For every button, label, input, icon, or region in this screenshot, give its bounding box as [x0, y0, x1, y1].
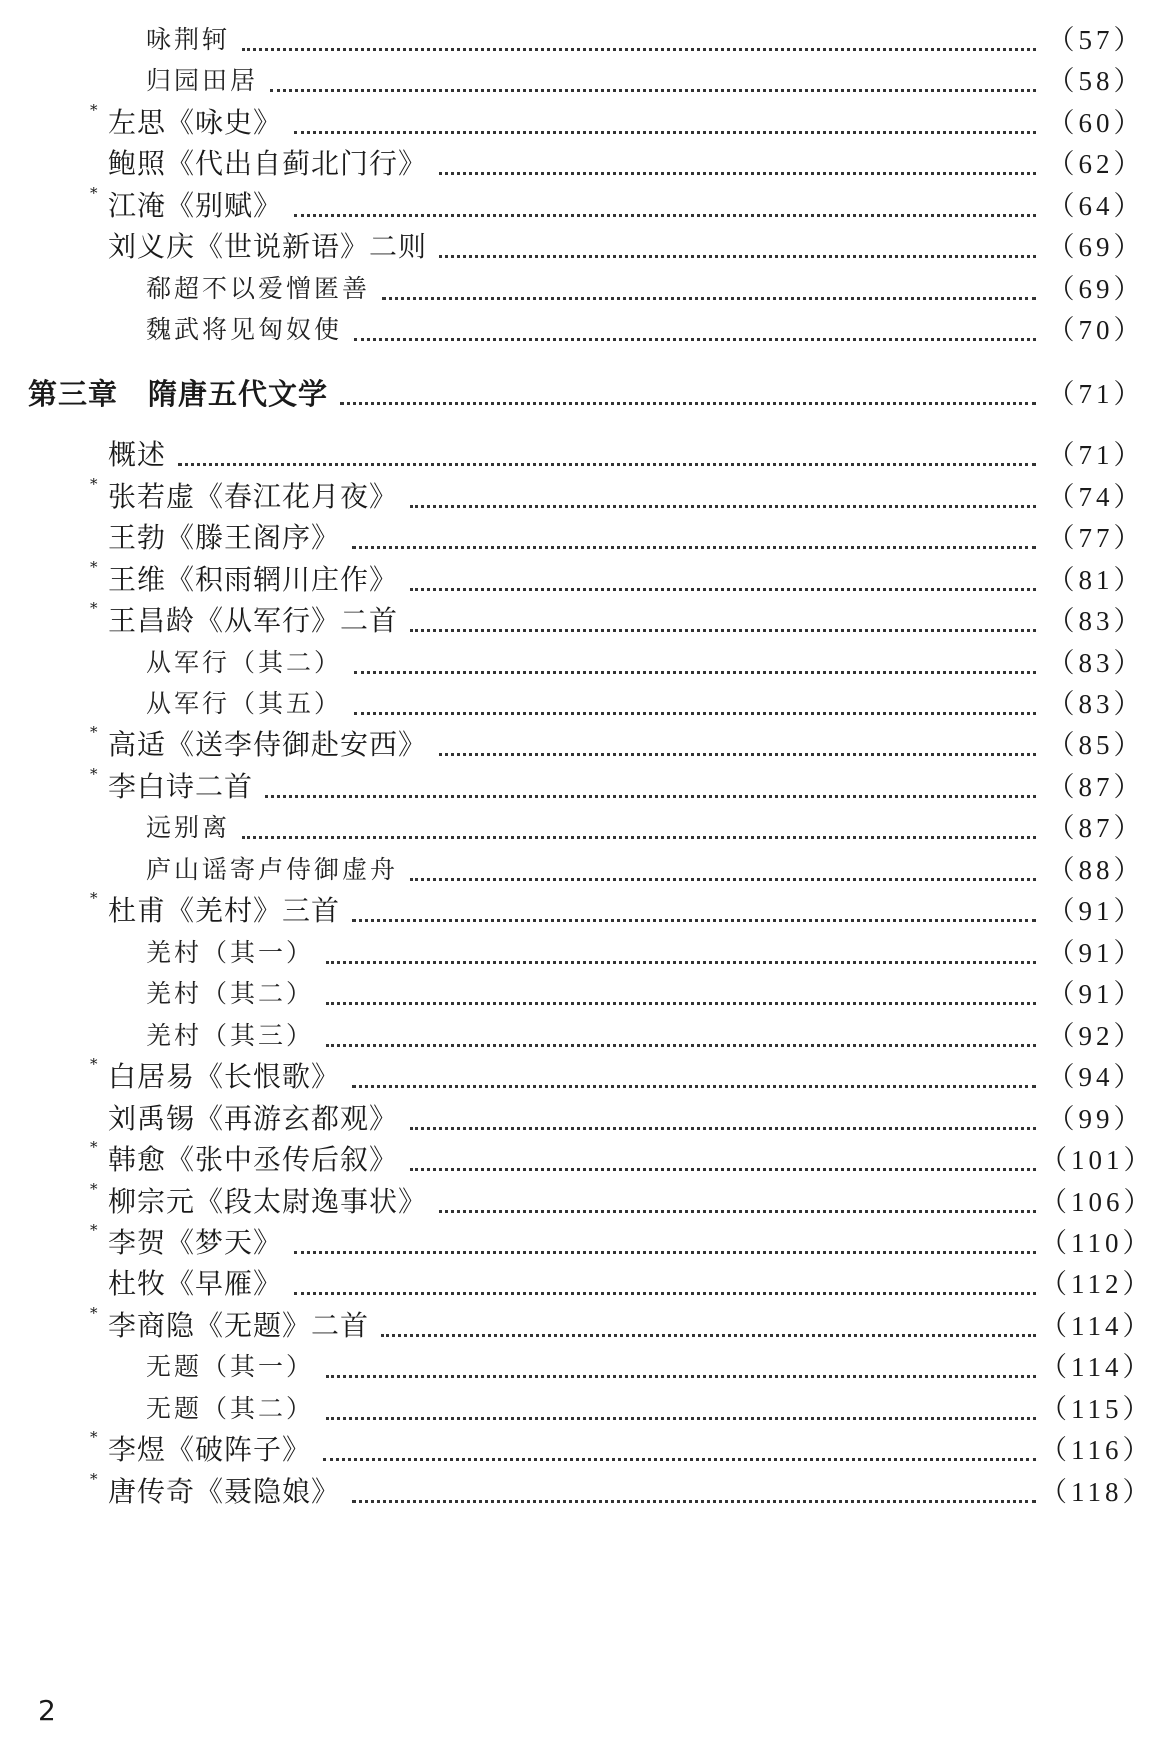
toc-entry[interactable] [0, 1427, 1161, 1473]
toc-subentry[interactable] [0, 681, 1161, 727]
entry-title: 高适《送李侍御赴安西》 [108, 728, 428, 761]
entry-title: 鲍照《代出自蓟北门行》 [108, 147, 428, 180]
dot-leader [354, 671, 1036, 674]
entry-page-number: （99） [1047, 1104, 1145, 1134]
entry-title: 刘义庆《世说新语》二则 [108, 230, 428, 263]
dot-leader [352, 1085, 1036, 1088]
entry-page-number: （112） [1040, 1269, 1154, 1299]
dot-leader [326, 961, 1036, 964]
entry-page-number: （69） [1047, 274, 1145, 304]
entry-title: 李煜《破阵子》 [108, 1433, 312, 1466]
entry-page-number: （88） [1047, 855, 1145, 885]
entry-title: 张若虚《春江花月夜》 [108, 480, 399, 513]
toc-subentry[interactable] [0, 307, 1161, 353]
entry-page-number: （114） [1040, 1311, 1154, 1341]
toc-entry[interactable] [0, 1137, 1161, 1183]
toc-subentry[interactable] [0, 640, 1161, 686]
entry-title: 杜牧《早雁》 [108, 1267, 283, 1300]
dot-leader [326, 1044, 1036, 1047]
entry-title: 杜甫《羌村》三首 [108, 894, 341, 927]
entry-page-number: （91） [1047, 896, 1145, 926]
entry-page-number: （101） [1040, 1145, 1155, 1175]
entry-page-number: （62） [1047, 149, 1145, 179]
entry-page-number: （91） [1047, 938, 1145, 968]
entry-page-number: （64） [1047, 191, 1145, 221]
entry-page-number: （85） [1047, 730, 1145, 760]
toc-subentry[interactable] [0, 1013, 1161, 1059]
entry-title: 远别离 [146, 813, 231, 842]
entry-title: 从军行（其五） [146, 689, 343, 718]
dot-leader [242, 836, 1036, 839]
entry-title: 王昌龄《从军行》二首 [108, 604, 399, 637]
entry-title: 李白诗二首 [108, 770, 254, 803]
dot-leader [340, 402, 1036, 405]
entry-page-number: （57） [1047, 25, 1145, 55]
entry-page-number: （81） [1047, 565, 1145, 595]
entry-page-number: （69） [1047, 232, 1145, 262]
toc-entry[interactable] [0, 183, 1161, 229]
entry-title: 唐传奇《聂隐娘》 [108, 1475, 341, 1508]
dot-leader [294, 214, 1036, 217]
dot-leader [410, 878, 1036, 881]
required-marker: * [90, 723, 98, 741]
entry-page-number: （58） [1047, 66, 1145, 96]
entry-title: 概述 [108, 438, 167, 471]
toc-entry[interactable] [0, 1054, 1161, 1100]
dot-leader [439, 1210, 1036, 1213]
toc-entry[interactable] [0, 474, 1161, 520]
entry-page-number: （77） [1047, 523, 1145, 553]
toc-entry[interactable] [0, 515, 1161, 561]
toc-subentry[interactable] [0, 266, 1161, 312]
entry-title: 左思《咏史》 [108, 106, 283, 139]
dot-leader [242, 48, 1036, 51]
toc-entry[interactable] [0, 1096, 1161, 1142]
required-marker: * [90, 1138, 98, 1156]
dot-leader [439, 172, 1036, 175]
toc-subentry[interactable] [0, 1386, 1161, 1432]
dot-leader [270, 89, 1036, 92]
entry-page-number: （74） [1047, 482, 1145, 512]
entry-page-number: （83） [1047, 648, 1145, 678]
dot-leader [294, 1251, 1036, 1254]
required-marker: * [90, 1470, 98, 1488]
dot-leader [326, 1417, 1036, 1420]
entry-page-number: （87） [1047, 813, 1145, 843]
dot-leader [439, 753, 1036, 756]
entry-page-number: （118） [1040, 1477, 1154, 1507]
entry-page-number: （83） [1047, 689, 1145, 719]
toc-entry[interactable] [0, 224, 1161, 270]
dot-leader [265, 795, 1036, 798]
dot-leader [294, 1292, 1036, 1295]
entry-title: 归园田居 [146, 66, 259, 95]
required-marker: * [90, 1221, 98, 1239]
toc-entry[interactable] [0, 888, 1161, 934]
entry-title: 无题（其二） [146, 1394, 315, 1423]
dot-leader [352, 546, 1036, 549]
entry-page-number: （60） [1047, 108, 1145, 138]
toc-entry[interactable] [0, 557, 1161, 603]
entry-page-number: （116） [1040, 1435, 1154, 1465]
dot-leader [352, 919, 1036, 922]
required-marker: * [90, 558, 98, 576]
entry-title: 咏荆轲 [146, 25, 231, 54]
toc-entry[interactable] [0, 1469, 1161, 1515]
dot-leader [410, 1127, 1036, 1130]
entry-title: 李商隐《无题》二首 [108, 1309, 370, 1342]
toc-entry[interactable] [0, 1261, 1161, 1307]
entry-title: 白居易《长恨歌》 [108, 1060, 341, 1093]
entry-title: 刘禹锡《再游玄都观》 [108, 1102, 399, 1135]
entry-page-number: （70） [1047, 315, 1145, 345]
required-marker: * [90, 1055, 98, 1073]
toc-subentry[interactable] [0, 805, 1161, 851]
toc-subentry[interactable] [0, 971, 1161, 1017]
required-marker: * [90, 599, 98, 617]
toc-subentry[interactable] [0, 930, 1161, 976]
dot-leader [410, 588, 1036, 591]
required-marker: * [90, 184, 98, 202]
dot-leader [326, 1375, 1036, 1378]
toc-entry[interactable] [0, 764, 1161, 810]
required-marker: * [90, 1428, 98, 1446]
toc-entry[interactable] [0, 1220, 1161, 1266]
dot-leader [410, 505, 1036, 508]
toc-entry[interactable] [0, 100, 1161, 146]
entry-page-number: （71） [1047, 379, 1145, 409]
dot-leader [294, 131, 1036, 134]
entry-title: 王勃《滕王阁序》 [108, 521, 341, 554]
required-marker: * [90, 1304, 98, 1322]
toc-subentry[interactable] [0, 1344, 1161, 1390]
entry-page-number: （87） [1047, 772, 1145, 802]
chapter-title: 第三章 隋唐五代文学 [28, 377, 329, 411]
toc-entry[interactable] [0, 141, 1161, 187]
required-marker: * [90, 765, 98, 783]
entry-page-number: （71） [1047, 440, 1145, 470]
dot-leader [323, 1458, 1036, 1461]
toc-entry[interactable] [0, 722, 1161, 768]
required-marker: * [90, 1180, 98, 1198]
entry-title: 韩愈《张中丞传后叙》 [108, 1143, 399, 1176]
entry-title: 庐山谣寄卢侍御虚舟 [146, 855, 399, 884]
entry-page-number: （83） [1047, 606, 1145, 636]
dot-leader [354, 338, 1036, 341]
entry-title: 王维《积雨辋川庄作》 [108, 563, 399, 596]
chapter-heading[interactable] [0, 371, 1161, 417]
entry-page-number: （92） [1047, 1021, 1145, 1051]
entry-title: 江淹《别赋》 [108, 189, 283, 222]
entry-title: 郗超不以爱憎匿善 [146, 274, 371, 303]
entry-title: 柳宗元《段太尉逸事状》 [108, 1185, 428, 1218]
dot-leader [439, 255, 1036, 258]
entry-page-number: （114） [1040, 1352, 1154, 1382]
entry-title: 李贺《梦天》 [108, 1226, 283, 1259]
toc-subentry[interactable] [0, 58, 1161, 104]
dot-leader [410, 629, 1036, 632]
required-marker: * [90, 475, 98, 493]
entry-page-number: （91） [1047, 979, 1145, 1009]
entry-title: 魏武将见匈奴使 [146, 315, 343, 344]
required-marker: * [90, 101, 98, 119]
entry-title: 无题（其一） [146, 1352, 315, 1381]
toc-entry[interactable] [0, 598, 1161, 644]
dot-leader [354, 712, 1036, 715]
page-number: 2 [38, 1694, 56, 1727]
entry-title: 羌村（其一） [146, 938, 315, 967]
entry-title: 从军行（其二） [146, 648, 343, 677]
dot-leader [382, 297, 1036, 300]
entry-page-number: （94） [1047, 1062, 1145, 1092]
dot-leader [381, 1334, 1036, 1337]
entry-title: 羌村（其三） [146, 1021, 315, 1050]
toc-entry[interactable] [0, 1303, 1161, 1349]
dot-leader [178, 463, 1036, 466]
toc-entry[interactable] [0, 1179, 1161, 1225]
entry-page-number: （115） [1040, 1394, 1154, 1424]
entry-title: 羌村（其二） [146, 979, 315, 1008]
dot-leader [352, 1500, 1036, 1503]
toc-subentry[interactable] [0, 17, 1161, 63]
dot-leader [410, 1168, 1036, 1171]
toc-entry[interactable] [0, 432, 1161, 478]
required-marker: * [90, 889, 98, 907]
dot-leader [326, 1002, 1036, 1005]
toc-subentry[interactable] [0, 847, 1161, 893]
entry-page-number: （110） [1040, 1228, 1154, 1258]
entry-page-number: （106） [1040, 1187, 1155, 1217]
